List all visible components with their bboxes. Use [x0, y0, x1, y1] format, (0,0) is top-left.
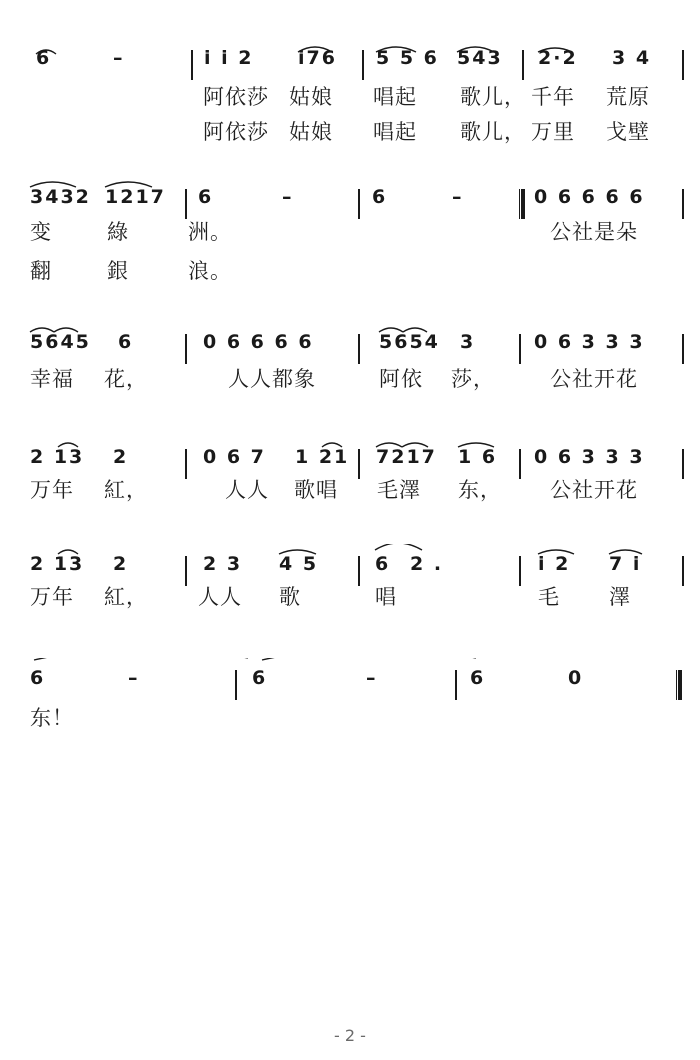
bar-line	[191, 50, 193, 80]
note-group: –	[128, 667, 140, 689]
note-group: 7 i	[609, 553, 642, 575]
lyric: 唱起	[373, 120, 417, 144]
system-3	[0, 322, 700, 442]
note-group: 6	[36, 47, 52, 69]
note-group: 5645	[30, 331, 91, 353]
bar-line	[522, 50, 524, 80]
bar-line	[682, 50, 684, 80]
lyric: 荒原	[606, 85, 650, 109]
lyric: 姑娘	[289, 85, 333, 109]
notes-row	[0, 38, 700, 78]
lyric: 歌儿，	[460, 120, 526, 144]
lyric: 人人都象	[228, 367, 316, 391]
lyric: 戈壁	[606, 120, 650, 144]
note-group: –	[113, 47, 125, 69]
lyric: 銀	[107, 259, 129, 283]
lyric: 万里	[531, 120, 575, 144]
lyric: 千年	[531, 85, 575, 109]
lyric-verse-1	[0, 582, 700, 612]
notes-row	[0, 177, 700, 217]
lyric: 花，	[104, 367, 148, 391]
note-group: 6	[30, 667, 46, 689]
lyric: 阿依莎	[203, 85, 269, 109]
note-group: 2 .	[410, 553, 444, 575]
lyric: 歌唱	[294, 478, 338, 502]
note-group: i76	[298, 47, 337, 69]
lyric: 澤	[609, 585, 631, 609]
lyric-verse-1	[0, 703, 700, 733]
lyric: 唱起	[373, 85, 417, 109]
bar-line	[455, 670, 457, 700]
bar-line	[682, 189, 684, 219]
lyric: 毛澤	[377, 478, 421, 502]
lyric: 人人	[198, 585, 242, 609]
note-group: i 2	[538, 553, 571, 575]
note-group: 543	[457, 47, 503, 69]
lyric: 东，	[458, 478, 502, 502]
lyric: 变	[30, 220, 52, 244]
lyric: 紅，	[104, 478, 148, 502]
notes-row	[0, 437, 700, 477]
lyric: 姑娘	[289, 120, 333, 144]
lyric: 唱	[375, 585, 397, 609]
notes-row	[0, 544, 700, 584]
lyric: 歌	[279, 585, 301, 609]
note-group: 2 13	[30, 446, 85, 468]
note-group: i i 2	[204, 47, 254, 69]
lyric: 万年	[30, 478, 74, 502]
note-group: 1 6	[458, 446, 498, 468]
note-group: 6	[375, 553, 391, 575]
bar-line	[235, 670, 237, 700]
lyric: 浪。	[188, 259, 232, 283]
lyric: 万年	[30, 585, 74, 609]
final-bar	[676, 670, 682, 700]
lyric: 阿依莎	[203, 120, 269, 144]
system-5	[0, 544, 700, 664]
notes-row	[0, 658, 700, 698]
system-1	[0, 38, 700, 158]
note-group: –	[282, 186, 294, 208]
note-group: 0 6 3 3 3	[534, 331, 645, 353]
lyric: 莎，	[451, 367, 495, 391]
lyric: 歌儿，	[460, 85, 526, 109]
lyric-verse-2	[0, 256, 700, 286]
note-group: 5654	[379, 331, 440, 353]
lyric: 东！	[30, 706, 74, 730]
bar-line	[519, 334, 521, 364]
system-6	[0, 658, 700, 778]
bar-line	[358, 189, 360, 219]
note-group: 6	[372, 186, 388, 208]
note-group: 0 6 3 3 3	[534, 446, 645, 468]
repeat-bar	[519, 189, 525, 219]
lyric-verse-2	[0, 117, 700, 147]
lyric: 阿依	[379, 367, 423, 391]
note-group: 0	[568, 667, 584, 689]
lyric-verse-1	[0, 82, 700, 112]
note-group: 2	[113, 553, 129, 575]
note-group: 7217	[376, 446, 437, 468]
note-group: 3 4	[612, 47, 652, 69]
lyric: 公社是朵	[550, 220, 638, 244]
lyric: 公社开花	[550, 478, 638, 502]
note-group: 6	[118, 331, 134, 353]
note-group: 6	[470, 667, 486, 689]
bar-line	[362, 50, 364, 80]
note-group: –	[452, 186, 464, 208]
note-group: 1 21	[295, 446, 350, 468]
note-group: 6	[198, 186, 214, 208]
note-group: 0 6 6 6 6	[203, 331, 314, 353]
lyric: 紅，	[104, 585, 148, 609]
note-group: 5 5 6	[376, 47, 439, 69]
page-number: - 2 -	[334, 1026, 366, 1045]
lyric: 洲。	[188, 220, 232, 244]
note-group: 2 13	[30, 553, 85, 575]
note-group: 2	[113, 446, 129, 468]
bar-line	[358, 334, 360, 364]
lyric-verse-1	[0, 217, 700, 247]
bar-line	[682, 334, 684, 364]
note-group: 2·2	[538, 47, 578, 69]
lyric: 幸福	[30, 367, 74, 391]
note-group: 6	[252, 667, 268, 689]
lyric: 公社开花	[550, 367, 638, 391]
lyric: 毛	[538, 585, 560, 609]
note-group: 0 6 7	[203, 446, 266, 468]
notes-row	[0, 322, 700, 362]
note-group: 4 5	[279, 553, 319, 575]
lyric-verse-1	[0, 475, 700, 505]
bar-line	[185, 189, 187, 219]
note-group: –	[366, 667, 378, 689]
note-group: 2 3	[203, 553, 243, 575]
lyric: 翻	[30, 259, 52, 283]
note-group: 1217	[105, 186, 166, 208]
lyric-verse-1	[0, 364, 700, 394]
system-2	[0, 177, 700, 297]
system-4	[0, 437, 700, 557]
lyric: 人人	[225, 478, 269, 502]
note-group: 0 6 6 6 6	[534, 186, 645, 208]
note-group: 3432	[30, 186, 91, 208]
lyric: 綠	[107, 220, 129, 244]
note-group: 3	[460, 331, 476, 353]
bar-line	[185, 334, 187, 364]
